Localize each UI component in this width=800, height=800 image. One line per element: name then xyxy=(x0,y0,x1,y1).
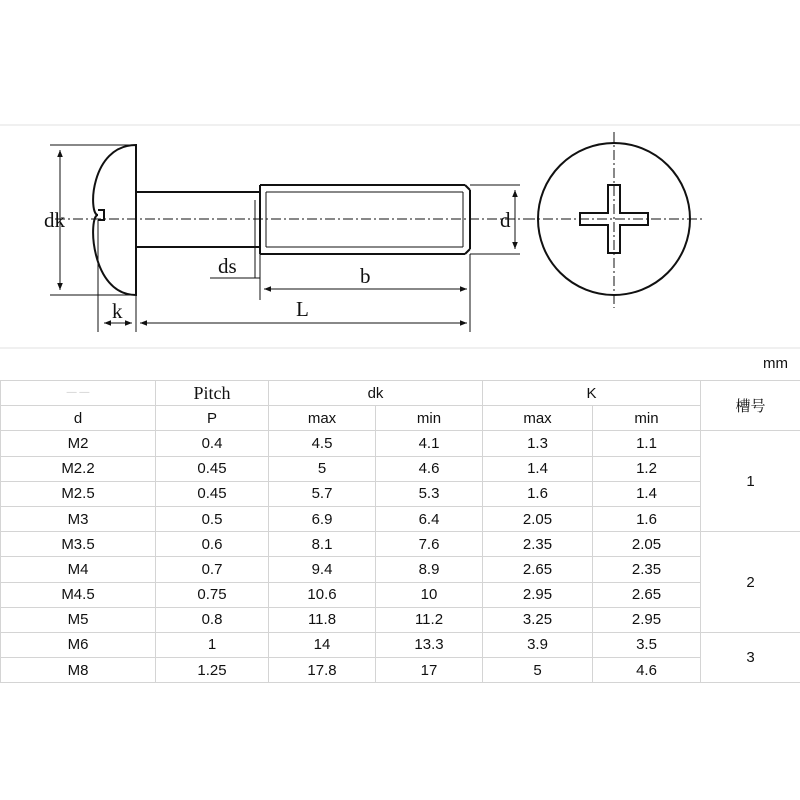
subheader-k-max: max xyxy=(483,406,593,431)
cell-pitch: 1.25 xyxy=(156,658,269,683)
cell-pitch: 0.45 xyxy=(156,456,269,481)
cell-pitch: 0.5 xyxy=(156,506,269,531)
cell-dk-min: 8.9 xyxy=(376,557,483,582)
cell-d: M4.5 xyxy=(1,582,156,607)
cell-dk-max: 6.9 xyxy=(269,506,376,531)
cell-pitch: 0.75 xyxy=(156,582,269,607)
cell-dk-min: 6.4 xyxy=(376,506,483,531)
subheader-p: P xyxy=(156,406,269,431)
cell-k-min: 2.35 xyxy=(593,557,701,582)
cell-k-max: 2.05 xyxy=(483,506,593,531)
cell-dk-min: 5.3 xyxy=(376,481,483,506)
cell-dk-max: 17.8 xyxy=(269,658,376,683)
cell-pitch: 0.4 xyxy=(156,431,269,456)
cell-dk-max: 14 xyxy=(269,632,376,657)
table-header-row xyxy=(1,381,800,406)
cell-k-min: 1.1 xyxy=(593,431,701,456)
cell-k-min: 1.2 xyxy=(593,456,701,481)
cell-d: M4 xyxy=(1,557,156,582)
table-row xyxy=(1,506,800,531)
cell-k-max: 5 xyxy=(483,658,593,683)
label-k: k xyxy=(112,299,123,323)
cell-k-max: 1.4 xyxy=(483,456,593,481)
cell-dk-min: 17 xyxy=(376,658,483,683)
cell-k-max: 2.35 xyxy=(483,532,593,557)
cell-k-max: 3.9 xyxy=(483,632,593,657)
header-d-faded: — — xyxy=(1,381,156,406)
cell-dk-max: 5.7 xyxy=(269,481,376,506)
label-dk: dk xyxy=(44,208,65,232)
cell-k-min: 1.4 xyxy=(593,481,701,506)
cell-dk-min: 13.3 xyxy=(376,632,483,657)
cell-d: M8 xyxy=(1,658,156,683)
label-b: b xyxy=(360,264,371,288)
cell-k-min: 2.95 xyxy=(593,607,701,632)
cell-pitch: 0.6 xyxy=(156,532,269,557)
cell-d: M6 xyxy=(1,632,156,657)
cell-dk-min: 7.6 xyxy=(376,532,483,557)
cell-slot-group-2: 2 xyxy=(701,532,800,633)
cell-dk-max: 10.6 xyxy=(269,582,376,607)
cell-k-min: 4.6 xyxy=(593,658,701,683)
subheader-dk-max: max xyxy=(269,406,376,431)
cell-k-max: 2.65 xyxy=(483,557,593,582)
cell-pitch: 0.7 xyxy=(156,557,269,582)
cell-k-min: 1.6 xyxy=(593,506,701,531)
unit-label: mm xyxy=(763,355,788,372)
cell-k-max: 3.25 xyxy=(483,607,593,632)
cell-slot-group-1: 1 xyxy=(701,431,800,532)
cell-k-max: 1.3 xyxy=(483,431,593,456)
cell-slot-group-3: 3 xyxy=(701,632,800,682)
dimension-table xyxy=(0,380,800,683)
cell-d: M5 xyxy=(1,607,156,632)
header-k: K xyxy=(483,381,701,406)
screw-technical-drawing xyxy=(0,0,800,350)
subheader-d: d xyxy=(1,406,156,431)
cell-k-max: 1.6 xyxy=(483,481,593,506)
cell-dk-max: 5 xyxy=(269,456,376,481)
header-dk: dk xyxy=(269,381,483,406)
table-row xyxy=(1,481,800,506)
cell-dk-min: 11.2 xyxy=(376,607,483,632)
subheader-k-min: min xyxy=(593,406,701,431)
table-subheader-row xyxy=(1,406,800,431)
table-row xyxy=(1,607,800,632)
table-row xyxy=(1,532,800,557)
subheader-dk-min: min xyxy=(376,406,483,431)
header-pitch: Pitch xyxy=(156,381,269,406)
label-L: L xyxy=(296,297,309,321)
cell-d: M2.5 xyxy=(1,481,156,506)
phillips-cross-head-top-view-icon xyxy=(525,132,705,308)
table-row xyxy=(1,431,800,456)
cell-k-max: 2.95 xyxy=(483,582,593,607)
cell-dk-min: 4.6 xyxy=(376,456,483,481)
table-row xyxy=(1,582,800,607)
table-row xyxy=(1,658,800,683)
cell-dk-max: 11.8 xyxy=(269,607,376,632)
table-row xyxy=(1,456,800,481)
cell-dk-max: 8.1 xyxy=(269,532,376,557)
cell-dk-max: 9.4 xyxy=(269,557,376,582)
table-row xyxy=(1,557,800,582)
cell-k-min: 2.65 xyxy=(593,582,701,607)
cell-d: M2.2 xyxy=(1,456,156,481)
cell-dk-min: 10 xyxy=(376,582,483,607)
cell-dk-min: 4.1 xyxy=(376,431,483,456)
cell-pitch: 1 xyxy=(156,632,269,657)
label-ds: ds xyxy=(218,254,237,278)
label-d: d xyxy=(500,208,511,232)
mushroom-head-screw-side-view-icon xyxy=(93,145,470,295)
cell-k-min: 2.05 xyxy=(593,532,701,557)
cell-k-min: 3.5 xyxy=(593,632,701,657)
cell-dk-max: 4.5 xyxy=(269,431,376,456)
cell-d: M2 xyxy=(1,431,156,456)
cell-pitch: 0.8 xyxy=(156,607,269,632)
cell-d: M3 xyxy=(1,506,156,531)
cell-pitch: 0.45 xyxy=(156,481,269,506)
header-slot-number: 槽号 xyxy=(701,381,800,431)
table-row xyxy=(1,632,800,657)
cell-d: M3.5 xyxy=(1,532,156,557)
